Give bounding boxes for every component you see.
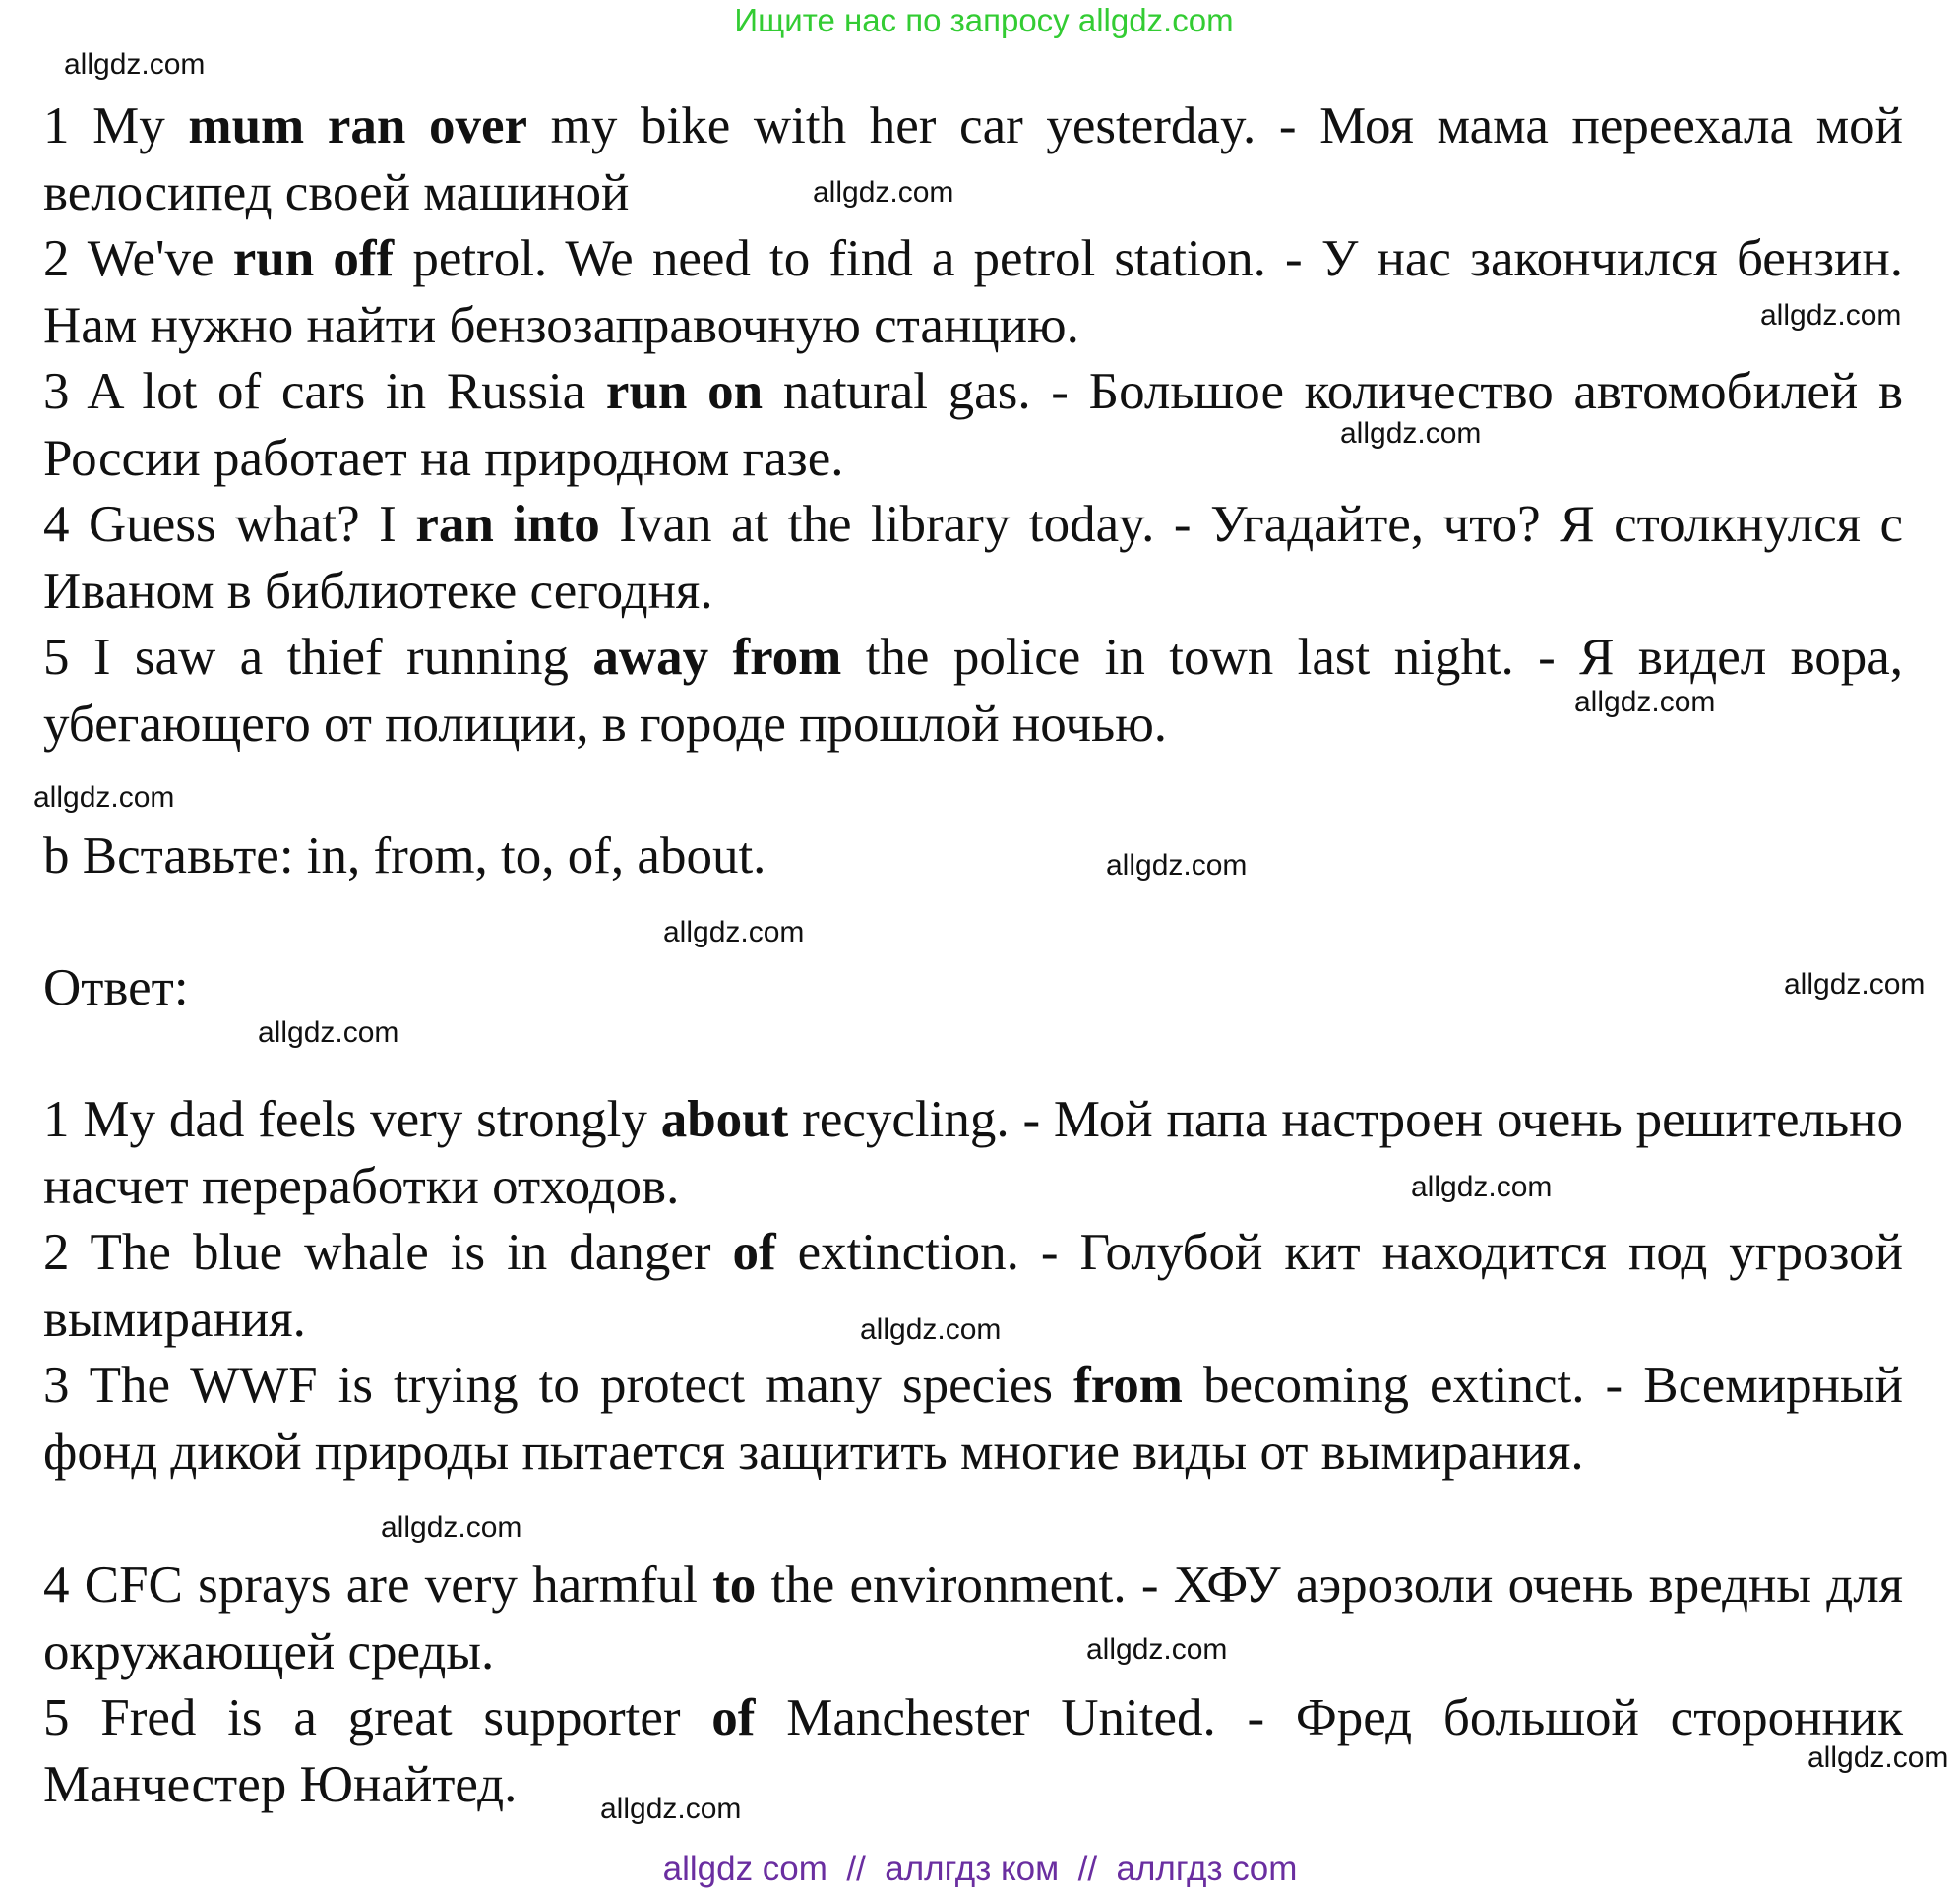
answer-b-item-3 [43,1352,1903,1486]
item-number: 5 [43,629,70,686]
item-text-before: A lot of cars in Russia [87,363,586,420]
item-text-after: Ivan at the library today. - Угадайте, что? Я столкнулся с Иваном в библиотеке сегодня. [43,496,1904,620]
answer-b-item-4 [43,1552,1903,1685]
item-text-after: my bike with her car yesterday. - Моя мама переехала мой велосипед своей машиной [43,97,1904,221]
item-number: 5 [43,1689,70,1746]
answer-b-item-5 [43,1684,1903,1818]
item-number: 3 [43,363,70,420]
exercise-a-item-2 [43,225,1903,359]
watermark: allgdz.com [1574,686,1716,718]
item-text-after: natural gas. - Большое количество автомобилей в России работает на природном газе. [43,363,1904,487]
exercise-a-item-1 [43,92,1903,226]
item-text-after: becoming extinct. - Всемирный фонд дикой природы пытается защитить многие виды от вымирания. [43,1357,1904,1481]
item-phrasal-verb: away from [592,629,842,686]
watermark: allgdz.com [1086,1633,1228,1666]
item-phrasal-verb: run on [605,363,764,420]
watermark: allgdz.com [1340,417,1482,450]
item-number: 1 [43,97,70,154]
item-phrasal-verb: ran into [415,496,600,553]
watermark: allgdz.com [1411,1171,1553,1203]
watermark: allgdz.com [1784,968,1926,1001]
item-text-after: the environment. - ХФУ аэрозоли очень вредны для окружающей среды. [43,1556,1904,1680]
item-text-before: My [92,97,165,154]
item-text-before: Fred is a great supporter [100,1689,681,1746]
watermark: allgdz.com [1760,299,1902,332]
item-text-after: the police in town last night. - Я видел вора, убегающего от полиции, в городе прошлой ночью. [43,629,1904,753]
item-phrasal-verb: run off [232,230,395,287]
item-number: 4 [43,1556,70,1614]
exercise-a-item-3 [43,358,1903,492]
item-preposition: from [1073,1357,1183,1414]
item-number: 1 [43,1091,70,1148]
item-preposition: of [711,1689,756,1746]
watermark: allgdz.com [813,176,954,209]
item-text-before: We've [87,230,214,287]
item-text-before: CFC sprays are very harmful [84,1556,698,1614]
watermark: allgdz.com [600,1793,742,1825]
item-number: 2 [43,230,70,287]
item-text-before: Guess what? I [89,496,397,553]
item-number: 2 [43,1224,70,1281]
item-text-before: My dad feels very strongly [83,1091,647,1148]
top-banner: Ищите нас по запросу allgdz.com [734,2,1234,38]
watermark: allgdz.com [258,1016,399,1049]
answer-b-item-1 [43,1086,1903,1220]
item-phrasal-verb: mum ran over [188,97,528,154]
answer-label: Ответ: [43,959,189,1016]
watermark: allgdz.com [64,48,206,81]
watermark: allgdz.com [381,1511,522,1544]
item-text-before: The blue whale is in danger [90,1224,711,1281]
exercise-a-item-4 [43,491,1903,625]
item-text-before: The WWF is trying to protect many species [89,1357,1053,1414]
watermark: allgdz.com [1807,1741,1949,1774]
item-text-after: extinction. - Голубой кит находится под угрозой вымирания. [43,1224,1904,1348]
watermark: allgdz.com [663,916,805,948]
footer-links: allgdz com // аллгдз ком // аллгдз com [662,1850,1298,1888]
item-preposition: to [712,1556,757,1614]
item-preposition: about [660,1091,789,1148]
item-number: 4 [43,496,70,553]
task-b-instruction: b Вставьте: in, from, to, of, about. [43,827,766,884]
item-text-after: petrol. We need to find a petrol station. - У нас закончился бензин. Нам нужно найти бензозаправочную станцию. [43,230,1904,354]
item-text-before: I saw a thief running [92,629,569,686]
watermark: allgdz.com [860,1313,1002,1346]
item-text-after: Manchester United. - Фред большой сторонник Манчестер Юнайтед. [43,1689,1904,1813]
watermark: allgdz.com [1106,849,1248,882]
item-text-after: recycling. - Мой папа настроен очень решительно насчет переработки отходов. [43,1091,1904,1215]
item-preposition: of [732,1224,776,1281]
watermark: allgdz.com [33,781,175,814]
item-number: 3 [43,1357,70,1414]
